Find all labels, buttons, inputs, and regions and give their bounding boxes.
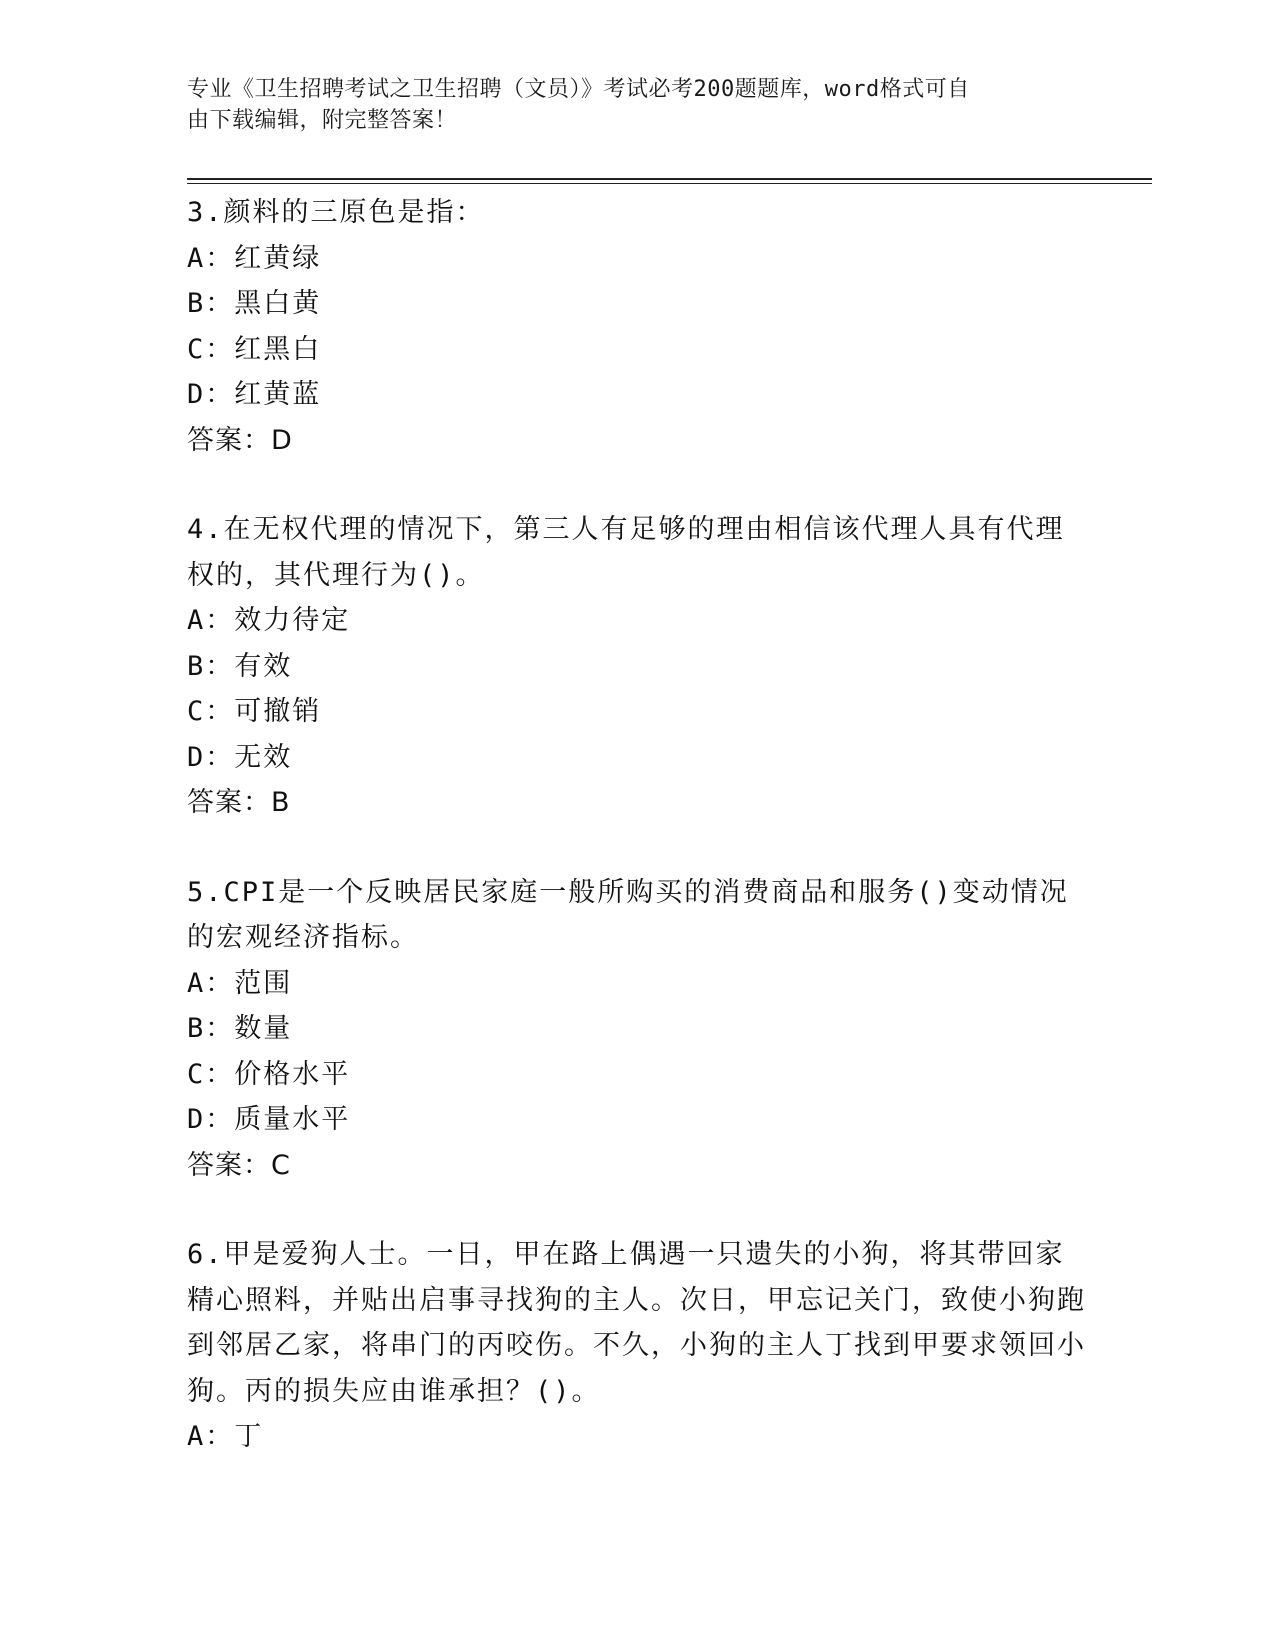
header-divider-thick <box>187 178 1152 180</box>
option-d: D：红黄蓝 <box>187 379 322 410</box>
header-line-1: 专业《卫生招聘考试之卫生招聘（文员）》考试必考200题题库，word格式可自 <box>187 77 970 102</box>
option-b: B：数量 <box>187 1013 293 1044</box>
question-list <box>187 190 1087 1504</box>
question-6 <box>187 1232 1087 1460</box>
question-5 <box>187 870 1087 1189</box>
header-divider-thin <box>187 183 1152 184</box>
option-c: C：可撤销 <box>187 696 322 727</box>
question-text: 6.甲是爱狗人士。一日，甲在路上偶遇一只遗失的小狗，将其带回家精心照料，并贴出启事寻找狗的主人。次日，甲忘记关门，致使小狗跑到邻居乙家，将串门的丙咬伤。不久，小狗的主人丁找到甲要求领回小狗。丙的损失应由谁承担？()。 <box>187 1239 1086 1407</box>
answer-label: 答案：C <box>187 1149 291 1181</box>
question-4 <box>187 507 1087 826</box>
answer-label: 答案：B <box>187 787 291 818</box>
document-header <box>187 74 1067 136</box>
option-a: A：红黄绿 <box>187 242 322 274</box>
option-d: D：无效 <box>187 741 293 773</box>
option-a: A：范围 <box>187 967 293 999</box>
option-c: C：价格水平 <box>187 1058 351 1090</box>
option-a: A：效力待定 <box>187 605 351 636</box>
option-a: A：丁 <box>187 1421 264 1452</box>
question-text: 5.CPI是一个反映居民家庭一般所购买的消费商品和服务()变动情况的宏观经济指标。 <box>187 876 1069 953</box>
option-d: D：质量水平 <box>187 1104 351 1135</box>
option-b: B：黑白黄 <box>187 288 322 319</box>
question-3 <box>187 190 1087 463</box>
question-text: 4.在无权代理的情况下，第三人有足够的理由相信该代理人具有代理权的，其代理行为()。 <box>187 514 1065 591</box>
header-line-2: 由下载编辑，附完整答案！ <box>187 108 458 133</box>
answer-label: 答案：D <box>187 424 293 456</box>
option-c: C：红黑白 <box>187 333 322 365</box>
question-text: 3.颜料的三原色是指： <box>187 197 485 228</box>
option-b: B：有效 <box>187 650 293 682</box>
